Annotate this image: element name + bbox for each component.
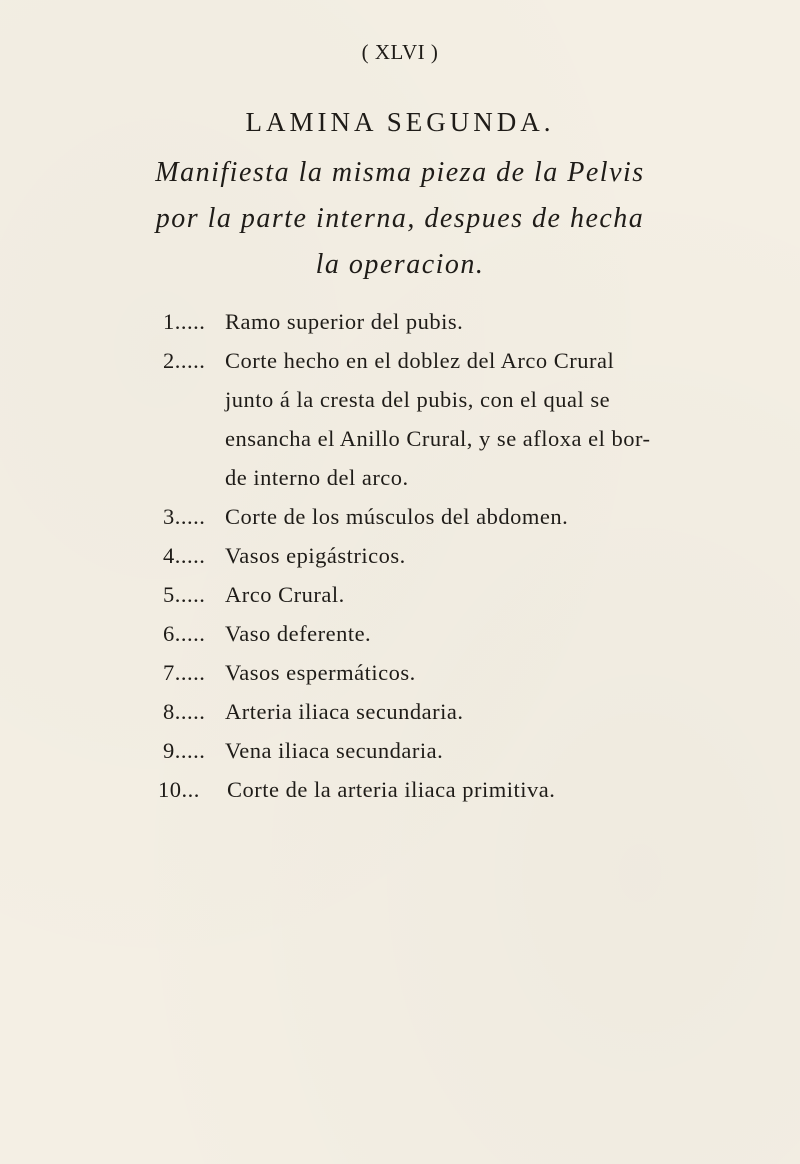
legend-item	[0, 731, 800, 770]
legend-item-line: Vena iliaca secundaria.	[225, 738, 444, 763]
legend-item	[0, 614, 800, 653]
legend-item	[0, 575, 800, 614]
legend-item	[0, 653, 800, 692]
legend-item-line: Arteria iliaca secundaria.	[225, 699, 464, 724]
legend-item-number: 10...	[158, 777, 200, 802]
legend-item-number: 4.....	[163, 543, 206, 568]
legend-item-line: Corte de la arteria iliaca primitiva.	[227, 777, 556, 802]
legend-item-number: 2.....	[163, 348, 206, 373]
legend-item-line: Vasos epigástricos.	[225, 543, 406, 568]
legend-item-text	[225, 341, 651, 497]
legend-item	[0, 302, 800, 341]
legend-item-line: ensancha el Anillo Crural, y se afloxa el bor-	[225, 426, 651, 451]
page-number: ( XLVI )	[361, 40, 439, 64]
plate-title: LAMINA SEGUNDA.	[245, 107, 555, 137]
legend-list	[0, 302, 800, 809]
legend-item-line: de interno del arco.	[225, 465, 409, 490]
legend-item	[0, 497, 800, 536]
legend-item-text	[225, 692, 625, 731]
legend-item-text	[225, 575, 625, 614]
legend-item-text	[225, 731, 625, 770]
legend-item-number: 9.....	[163, 738, 206, 763]
legend-item-line: Corte de los músculos del abdomen.	[225, 504, 569, 529]
legend-item-number: 7.....	[163, 660, 206, 685]
legend-item-number: 5.....	[163, 582, 206, 607]
legend-item-number: 8.....	[163, 699, 206, 724]
legend-item	[0, 341, 800, 497]
legend-item-number: 6.....	[163, 621, 206, 646]
legend-item-text	[225, 614, 625, 653]
legend-item-line: Vasos espermáticos.	[225, 660, 416, 685]
legend-item-text	[225, 302, 625, 341]
legend-item-text	[227, 770, 627, 809]
legend-item-line: junto á la cresta del pubis, con el qual se	[225, 387, 611, 412]
plate-description-line: por la parte interna, despues de hecha	[155, 203, 645, 234]
legend-item-line: Ramo superior del pubis.	[225, 309, 464, 334]
legend-item-number: 3.....	[163, 504, 206, 529]
plate-description-line: la operacion.	[315, 249, 485, 280]
plate-description-line: Manifiesta la misma pieza de la Pelvis	[155, 157, 645, 188]
legend-item-line: Arco Crural.	[225, 582, 345, 607]
legend-item-text	[225, 653, 625, 692]
legend-item-text	[225, 536, 625, 575]
legend-item-text	[225, 497, 625, 536]
legend-item	[0, 770, 800, 809]
legend-item	[0, 536, 800, 575]
plate-description	[0, 150, 800, 288]
legend-item	[0, 692, 800, 731]
legend-item-line: Vaso deferente.	[225, 621, 372, 646]
legend-item-number: 1.....	[163, 309, 206, 334]
legend-item-line: Corte hecho en el doblez del Arco Crural	[225, 348, 615, 373]
